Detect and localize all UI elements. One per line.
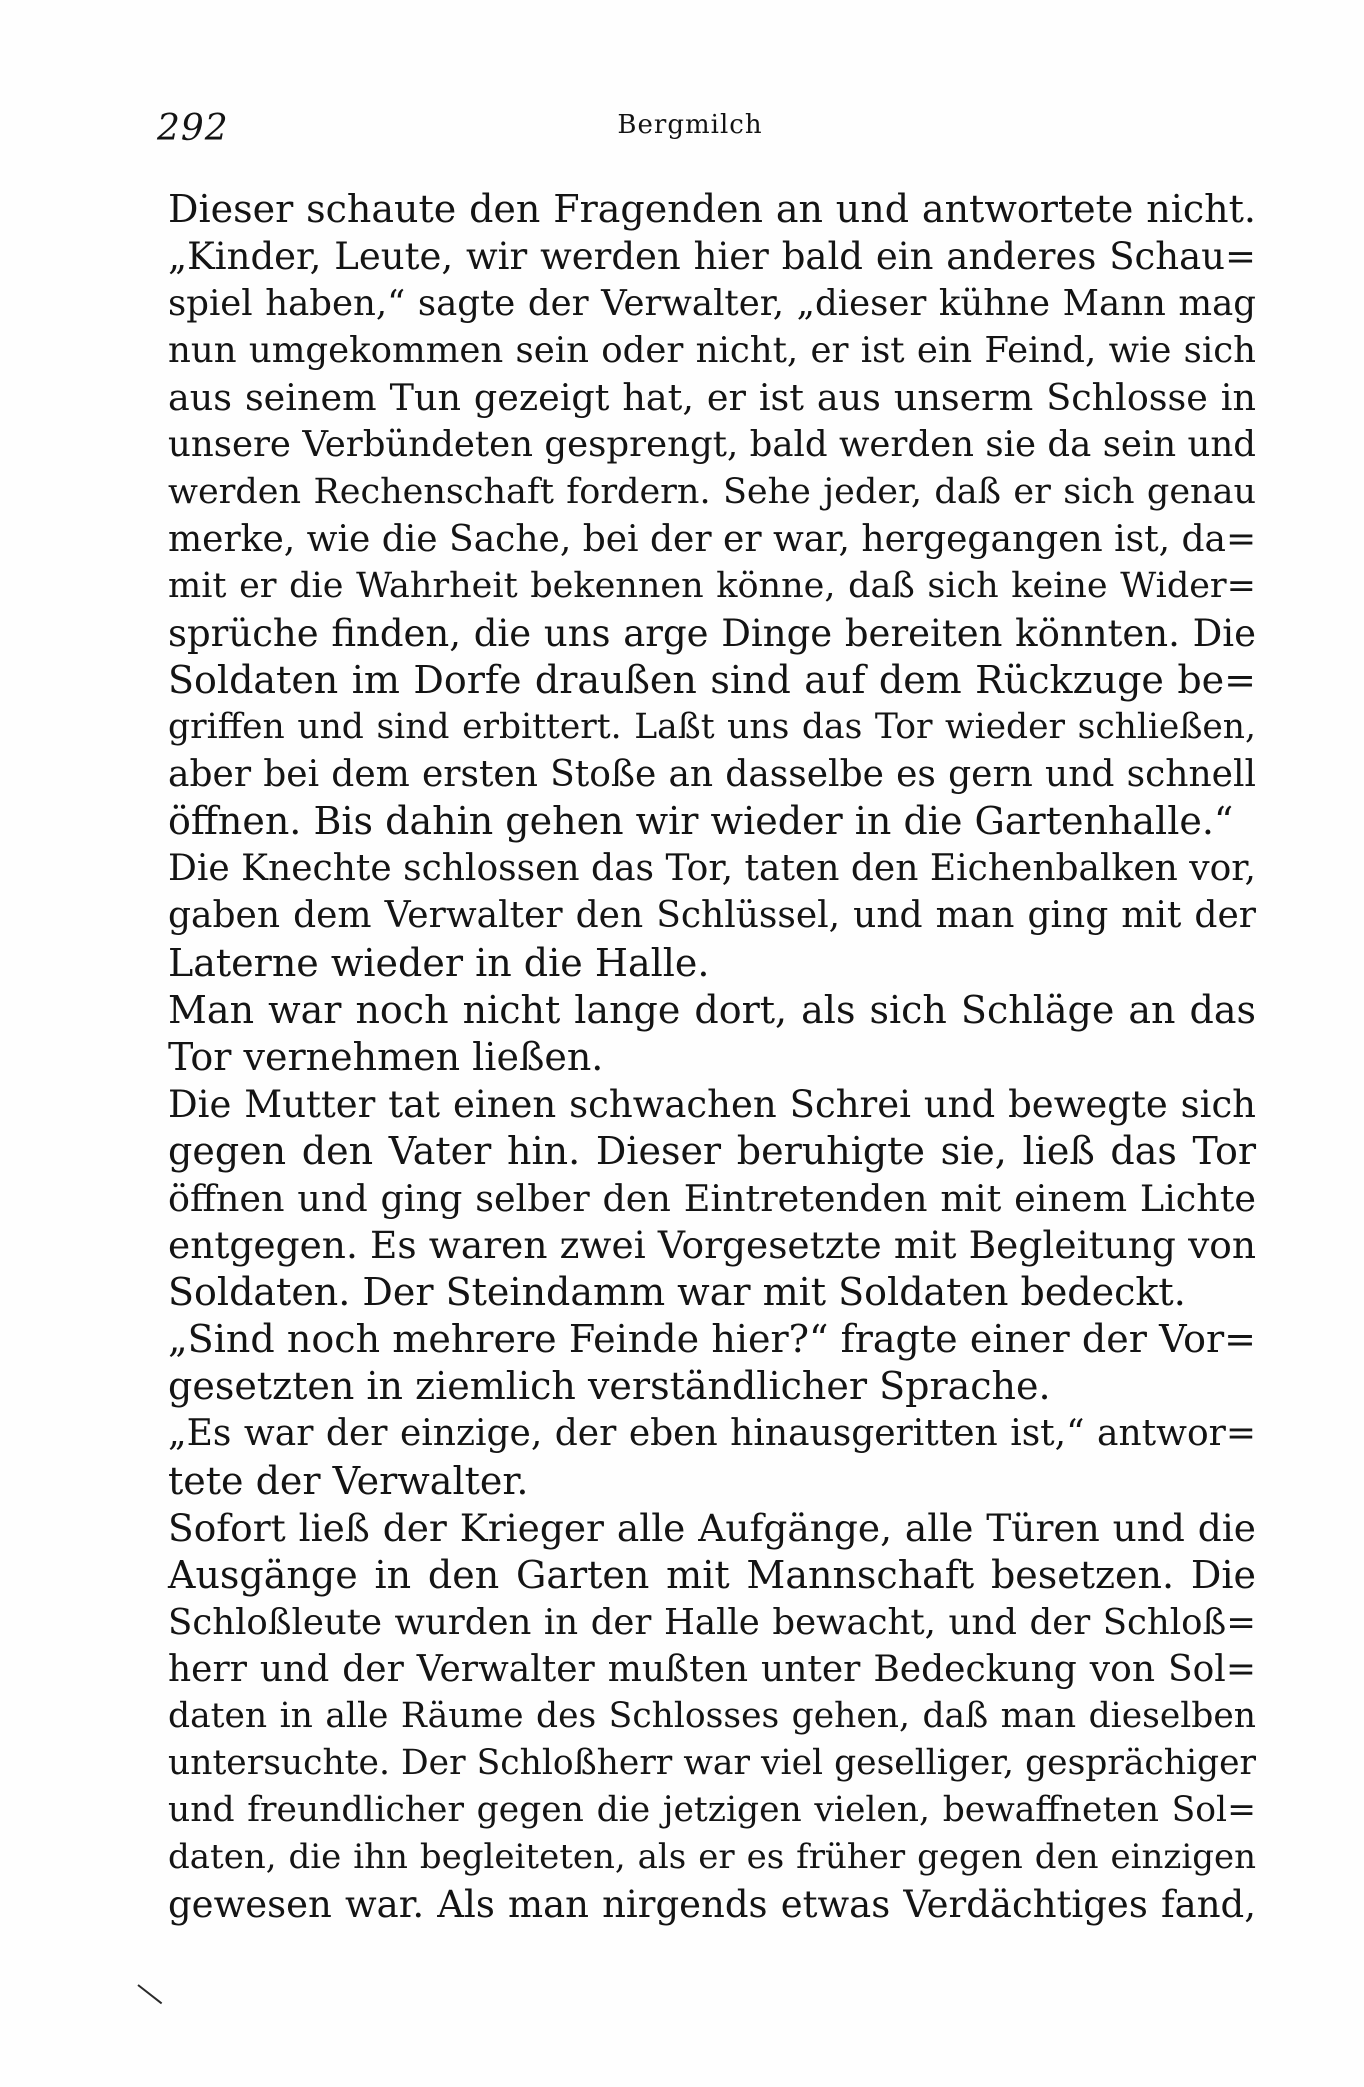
text-line: Man war noch nicht lange dort, als sich Schläge an das	[168, 987, 1256, 1032]
text-line: Laterne wieder in die Halle.	[168, 940, 710, 985]
text-line: und freundlicher gegen die jetzigen vielen, bewaffneten Sol=	[168, 1790, 1256, 1831]
text-line: daten in alle Räume des Schlosses gehen, daß man dieselben	[168, 1696, 1256, 1736]
text-line: werden Rechenschaft fordern. Sehe jeder, daß er sich genau	[168, 471, 1256, 512]
text-line: Schloßleute wurden in der Halle bewacht, und der Schloß=	[168, 1601, 1256, 1643]
text-line: Soldaten im Dorfe draußen sind auf dem Rückzuge be=	[168, 657, 1256, 702]
text-line: gesetzten in ziemlich verständlicher Sprache.	[168, 1364, 1051, 1409]
text-line: „Kinder, Leute, wir werden hier bald ein anderes Schau=	[168, 235, 1256, 279]
text-line: Die Knechte schlossen das Tor, taten den Eichenbalken vor,	[168, 848, 1256, 890]
text-line: Dieser schaute den Fragenden an und antwortete nicht.	[168, 187, 1256, 231]
text-line: gewesen war. Als man nirgends etwas Verdächtiges fand,	[168, 1883, 1256, 1927]
text-line: „Sind noch mehrere Feinde hier?“ fragte einer der Vor=	[168, 1317, 1256, 1362]
text-line: gegen den Vater hin. Dieser beruhigte sie, ließ das Tor	[168, 1128, 1256, 1173]
text-line: „Es war der einzige, der eben hinausgeritten ist,“ antwor=	[168, 1413, 1256, 1455]
text-line: tete der Verwalter.	[168, 1458, 529, 1503]
text-line: aber bei dem ersten Stoße an dasselbe es gern und schnell	[168, 754, 1256, 796]
page-number: 292	[157, 108, 229, 149]
text-line: entgegen. Es waren zwei Vorgesetzte mit Begleitung von	[168, 1223, 1256, 1268]
text-line: Sofort ließ der Krieger alle Aufgänge, alle Türen und die	[168, 1505, 1256, 1550]
scan-mark	[137, 1984, 162, 2004]
text-line: daten, die ihn begleiteten, als er es früher gegen den einzigen	[168, 1837, 1256, 1878]
text-line: öffnen. Bis dahin gehen wir wieder in die Gartenhalle.“	[168, 799, 1234, 844]
text-line: nun umgekommen sein oder nicht, er ist ein Feind, wie sich	[168, 330, 1256, 372]
text-line: merke, wie die Sache, bei der er war, hergegangen ist, da=	[168, 518, 1257, 560]
running-title: Bergmilch	[617, 110, 763, 140]
text-line: sprüche finden, die uns arge Dinge bereiten könnten. Die	[168, 611, 1256, 655]
text-line: Tor vernehmen ließen.	[168, 1034, 604, 1079]
text-line: Soldaten. Der Steindamm war mit Soldaten bedeckt.	[168, 1270, 1186, 1315]
text-line: Die Mutter tat einen schwachen Schrei und bewegte sich	[168, 1082, 1256, 1126]
body-text	[168, 186, 1256, 1928]
text-line: Ausgänge in den Garten mit Mannschaft besetzen. Die	[168, 1552, 1256, 1597]
text-line: mit er die Wahrheit bekennen könne, daß sich keine Wider=	[168, 565, 1256, 606]
text-line: herr und der Verwalter mußten unter Bedeckung von Sol=	[168, 1648, 1256, 1690]
text-line: unsere Verbündeten gesprengt, bald werden sie da sein und	[168, 424, 1256, 466]
text-line: spiel haben,“ sagte der Verwalter, „dieser kühne Mann mag	[168, 283, 1256, 325]
text-line: öffnen und ging selber den Eintretenden mit einem Lichte	[168, 1176, 1256, 1220]
text-line: griffen und sind erbittert. Laßt uns das Tor wieder schließen,	[168, 707, 1256, 748]
text-line: gaben dem Verwalter den Schlüssel, und man ging mit der	[168, 895, 1256, 937]
text-line: untersuchte. Der Schloßherr war viel geselliger, gesprächiger	[168, 1743, 1256, 1784]
text-line: aus seinem Tun gezeigt hat, er ist aus unserm Schlosse in	[168, 376, 1256, 420]
